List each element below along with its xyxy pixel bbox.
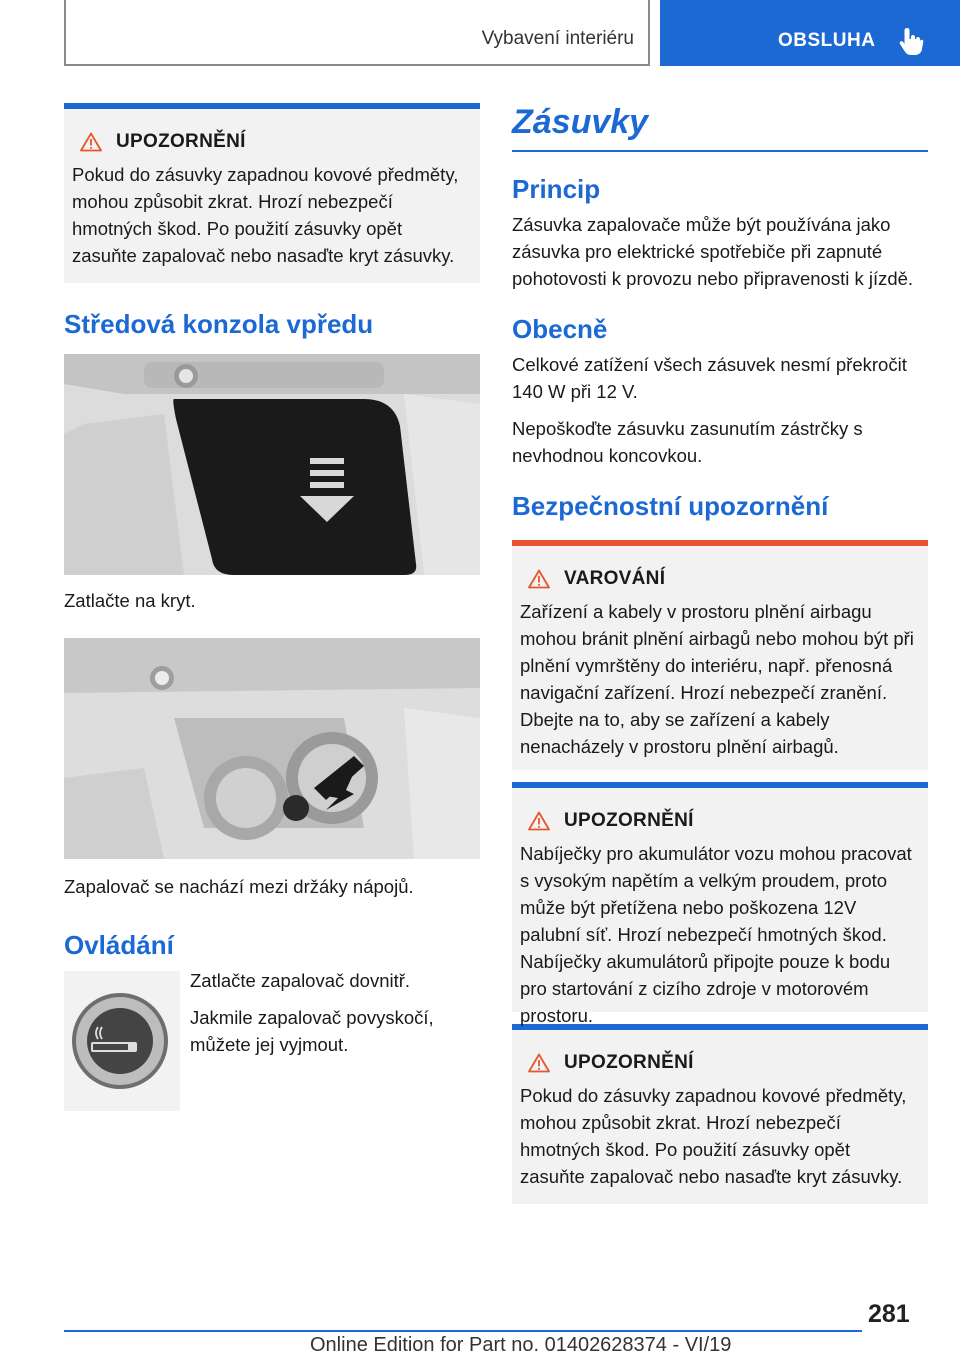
warning-triangle-icon bbox=[528, 1053, 550, 1073]
chapter-title: Zásuvky bbox=[512, 103, 928, 152]
warning-note-text: Zařízení a kabely v prostoru plnění airbagu mohou bránit plnění airbagů nebo mohou být při plnění vymrštěny do interiéru, např. přenosná navigační zařízení. Hrozí nebezpečí zranění. Dbejte na to, aby se zařízení a kabely nenacházely v prostoru plnění airbagů. bbox=[520, 601, 914, 757]
warning-triangle-icon bbox=[528, 569, 550, 589]
warning-triangle-icon bbox=[80, 132, 102, 152]
operation-step-1: Zatlačte zapalovač dovnitř. bbox=[190, 970, 411, 991]
footer-rule bbox=[64, 1330, 862, 1332]
header-section-box bbox=[64, 0, 650, 66]
caution-note-header bbox=[80, 131, 472, 153]
pointing-hand-icon bbox=[898, 26, 924, 56]
console-cover-illustration bbox=[64, 354, 480, 575]
general-text-1: Celkové zatížení všech zásuvek nesmí překročit 140 W při 12 V. bbox=[512, 354, 907, 402]
heading-front-console: Středová konzola vpředu bbox=[64, 309, 374, 339]
operation-text bbox=[190, 967, 480, 1058]
right-column bbox=[512, 103, 928, 1204]
edition-text: Online Edition for Part no. 01402628374 - VI/19 bbox=[310, 1334, 732, 1356]
caption-lighter-location: Zapalovač se nachází mezi držáky nápojů. bbox=[64, 876, 414, 897]
caption-press-cover: Zatlačte na kryt. bbox=[64, 590, 196, 611]
warning-triangle-icon bbox=[528, 811, 550, 831]
warning-note bbox=[512, 540, 928, 770]
cupholder-illustration bbox=[64, 638, 480, 859]
heading-general: Obecně bbox=[512, 314, 608, 344]
caution-note-metal-header bbox=[528, 1052, 920, 1074]
section-title: Vybavení interiéru bbox=[481, 28, 634, 49]
warning-note-title: VAROVÁNÍ bbox=[564, 568, 666, 589]
caution-note-charger-text: Nabíječky pro akumulátor vozu mohou pracovat s vysokým napětím a velkým proudem, proto může být přetížena nebo poškozena 12V palubní síť. Hrozí nebezpečí hmotných škod. Nabíječky akumulátorů připojte pouze k bodu pro startování z cizího zdroje v motorovém prostoru. bbox=[520, 843, 912, 1026]
caution-note-title: UPOZORNĚNÍ bbox=[116, 131, 246, 152]
caution-note bbox=[64, 103, 480, 283]
heading-operation: Ovládání bbox=[64, 930, 174, 960]
principle-text: Zásuvka zapalovače může být používána jako zásuvka pro elektrické spotřebiče při zapnuté pohotovosti k provozu nebo připravenosti k jízdě. bbox=[512, 214, 914, 289]
operation-block bbox=[64, 967, 480, 1107]
cigarette-lighter-icon bbox=[64, 971, 180, 1111]
caution-note-charger-header bbox=[528, 810, 920, 832]
warning-note-header bbox=[528, 568, 920, 590]
chapter-tab[interactable] bbox=[660, 0, 960, 66]
caution-note-charger bbox=[512, 782, 928, 1026]
console-cover-photo bbox=[64, 354, 480, 575]
caution-note-metal bbox=[512, 1024, 928, 1204]
cupholder-lighter-photo bbox=[64, 638, 480, 859]
page-number: 281 bbox=[868, 1300, 910, 1328]
lighter-figure bbox=[64, 971, 180, 1111]
caution-note-metal-text: Pokud do zásuvky zapadnou kovové předměty, mohou způsobit zkrat. Hrozí nebezpečí hmotných škod. Po použití zásuvky opět zasuňte zapalovač nebo nasaďte kryt zásuvky. bbox=[520, 1085, 907, 1187]
chapter-tab-label: OBSLUHA bbox=[778, 30, 876, 51]
caution-note-text: Pokud do zásuvky zapadnou kovové předměty, mohou způsobit zkrat. Hrozí nebezpečí hmotných škod. Po použití zásuvky opět zasuňte zapalovač nebo nasaďte kryt zásuvky. bbox=[72, 164, 459, 266]
caution-note-metal-title: UPOZORNĚNÍ bbox=[564, 1052, 694, 1073]
heading-principle: Princip bbox=[512, 174, 601, 204]
caution-note-charger-title: UPOZORNĚNÍ bbox=[564, 810, 694, 831]
operation-step-2: Jakmile zapalovač povyskočí, můžete jej vyjmout. bbox=[190, 1007, 434, 1055]
heading-safety: Bezpečnostní upozornění bbox=[512, 491, 829, 521]
general-text-2: Nepoškoďte zásuvku zasunutím zástrčky s nevhodnou koncovkou. bbox=[512, 418, 863, 466]
left-column bbox=[64, 103, 480, 1107]
